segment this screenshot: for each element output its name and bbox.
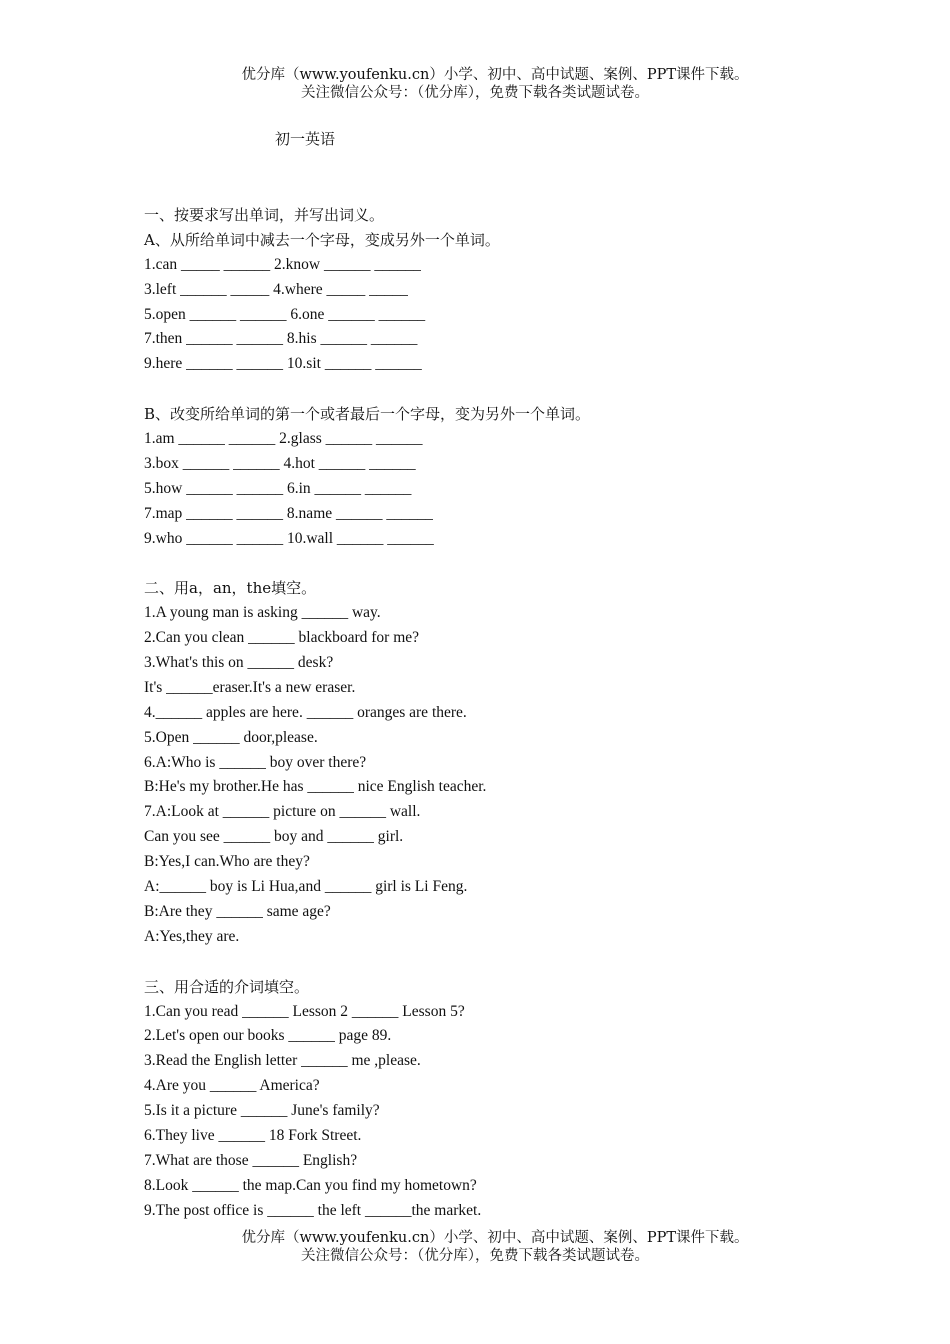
question-line: Can you see ______ boy and ______ girl.: [144, 828, 404, 846]
question-line: 9.The post office is ______ the left ______the market.: [144, 1201, 482, 1219]
question-line: 6.They live ______ 18 Fork Street.: [144, 1126, 362, 1144]
section-1b-instruction: B、改变所给单词的第一个或者最后一个字母，变为另外一个单词。: [144, 405, 591, 424]
question-line: 9.here ______ ______ 10.sit ______ ______: [144, 355, 422, 373]
spacer: [144, 377, 904, 402]
section-2-title: 二、用a，an，the填空。: [144, 579, 317, 598]
question-line: 3.What's this on ______ desk?: [144, 654, 334, 672]
page-header: [0, 66, 950, 102]
section-1-title: 一、按要求写出单词，并写出词义。: [144, 206, 385, 224]
question-line: 1.am ______ ______ 2.glass ______ ______: [144, 430, 423, 448]
question-line: 5.Is it a picture ______ June's family?: [144, 1102, 380, 1120]
question-line: 4.______ apples are here. ______ oranges are there.: [144, 703, 467, 721]
question-line: B:He's my brother.He has ______ nice English teacher.: [144, 778, 487, 796]
question-line: 7.A:Look at ______ picture on ______ wall.: [144, 803, 421, 821]
section-1a-instruction: A、从所给单词中减去一个字母，变成另外一个单词。: [144, 230, 500, 249]
question-line: A:Yes,they are.: [144, 927, 240, 945]
subject-title: 初一英语: [275, 130, 336, 148]
question-line: 8.Look ______ the map.Can you find my hometown?: [144, 1176, 477, 1194]
question-line: 7.What are those ______ English?: [144, 1151, 358, 1169]
footer-line-1: 优分库（www.youfenku.cn）小学、初中、高中试题、案例、PPT课件下载。: [241, 1230, 749, 1246]
question-line: A:______ boy is Li Hua,and ______ girl is Li Feng.: [144, 878, 468, 896]
question-line: 1.Can you read ______ Lesson 2 ______ Lesson 5?: [144, 1002, 465, 1020]
question-line: 9.who ______ ______ 10.wall ______ ______: [144, 529, 434, 547]
question-line: It's ______eraser.It's a new eraser.: [144, 678, 356, 696]
header-line-2: 关注微信公众号：（优分库），免费下载各类试题试卷。: [301, 85, 649, 101]
footer-line-2: 关注微信公众号：（优分库），免费下载各类试题试卷。: [301, 1248, 649, 1264]
question-line: 2.Let's open our books ______ page 89.: [144, 1027, 392, 1045]
spacer: [144, 950, 904, 975]
question-line: 6.A:Who is ______ boy over there?: [144, 753, 367, 771]
question-line: 5.open ______ ______ 6.one ______ ______: [144, 305, 426, 323]
question-line: 1.A young man is asking ______ way.: [144, 604, 381, 622]
question-line: 1.can _____ ______ 2.know ______ ______: [144, 255, 421, 273]
question-line: 4.Are you ______ America?: [144, 1077, 320, 1095]
question-line: B:Yes,I can.Who are they?: [144, 853, 310, 871]
question-line: 3.left ______ _____ 4.where _____ _____: [144, 280, 408, 298]
header-line-1: 优分库（www.youfenku.cn）小学、初中、高中试题、案例、PPT课件下载。: [241, 67, 749, 83]
question-line: B:Are they ______ same age?: [144, 902, 331, 920]
page-footer: [0, 1229, 950, 1265]
question-line: 5.how ______ ______ 6.in ______ ______: [144, 479, 412, 497]
question-line: 7.then ______ ______ 8.his ______ ______: [144, 330, 418, 348]
section-3-title: 三、用合适的介词填空。: [144, 977, 310, 996]
spacer: [144, 551, 904, 576]
worksheet-content: [144, 203, 904, 1224]
question-line: 5.Open ______ door,please.: [144, 728, 318, 746]
question-line: 3.box ______ ______ 4.hot ______ ______: [144, 454, 416, 472]
question-line: 3.Read the English letter ______ me ,please.: [144, 1052, 421, 1070]
question-line: 7.map ______ ______ 8.name ______ ______: [144, 504, 433, 522]
question-line: 2.Can you clean ______ blackboard for me?: [144, 629, 420, 647]
